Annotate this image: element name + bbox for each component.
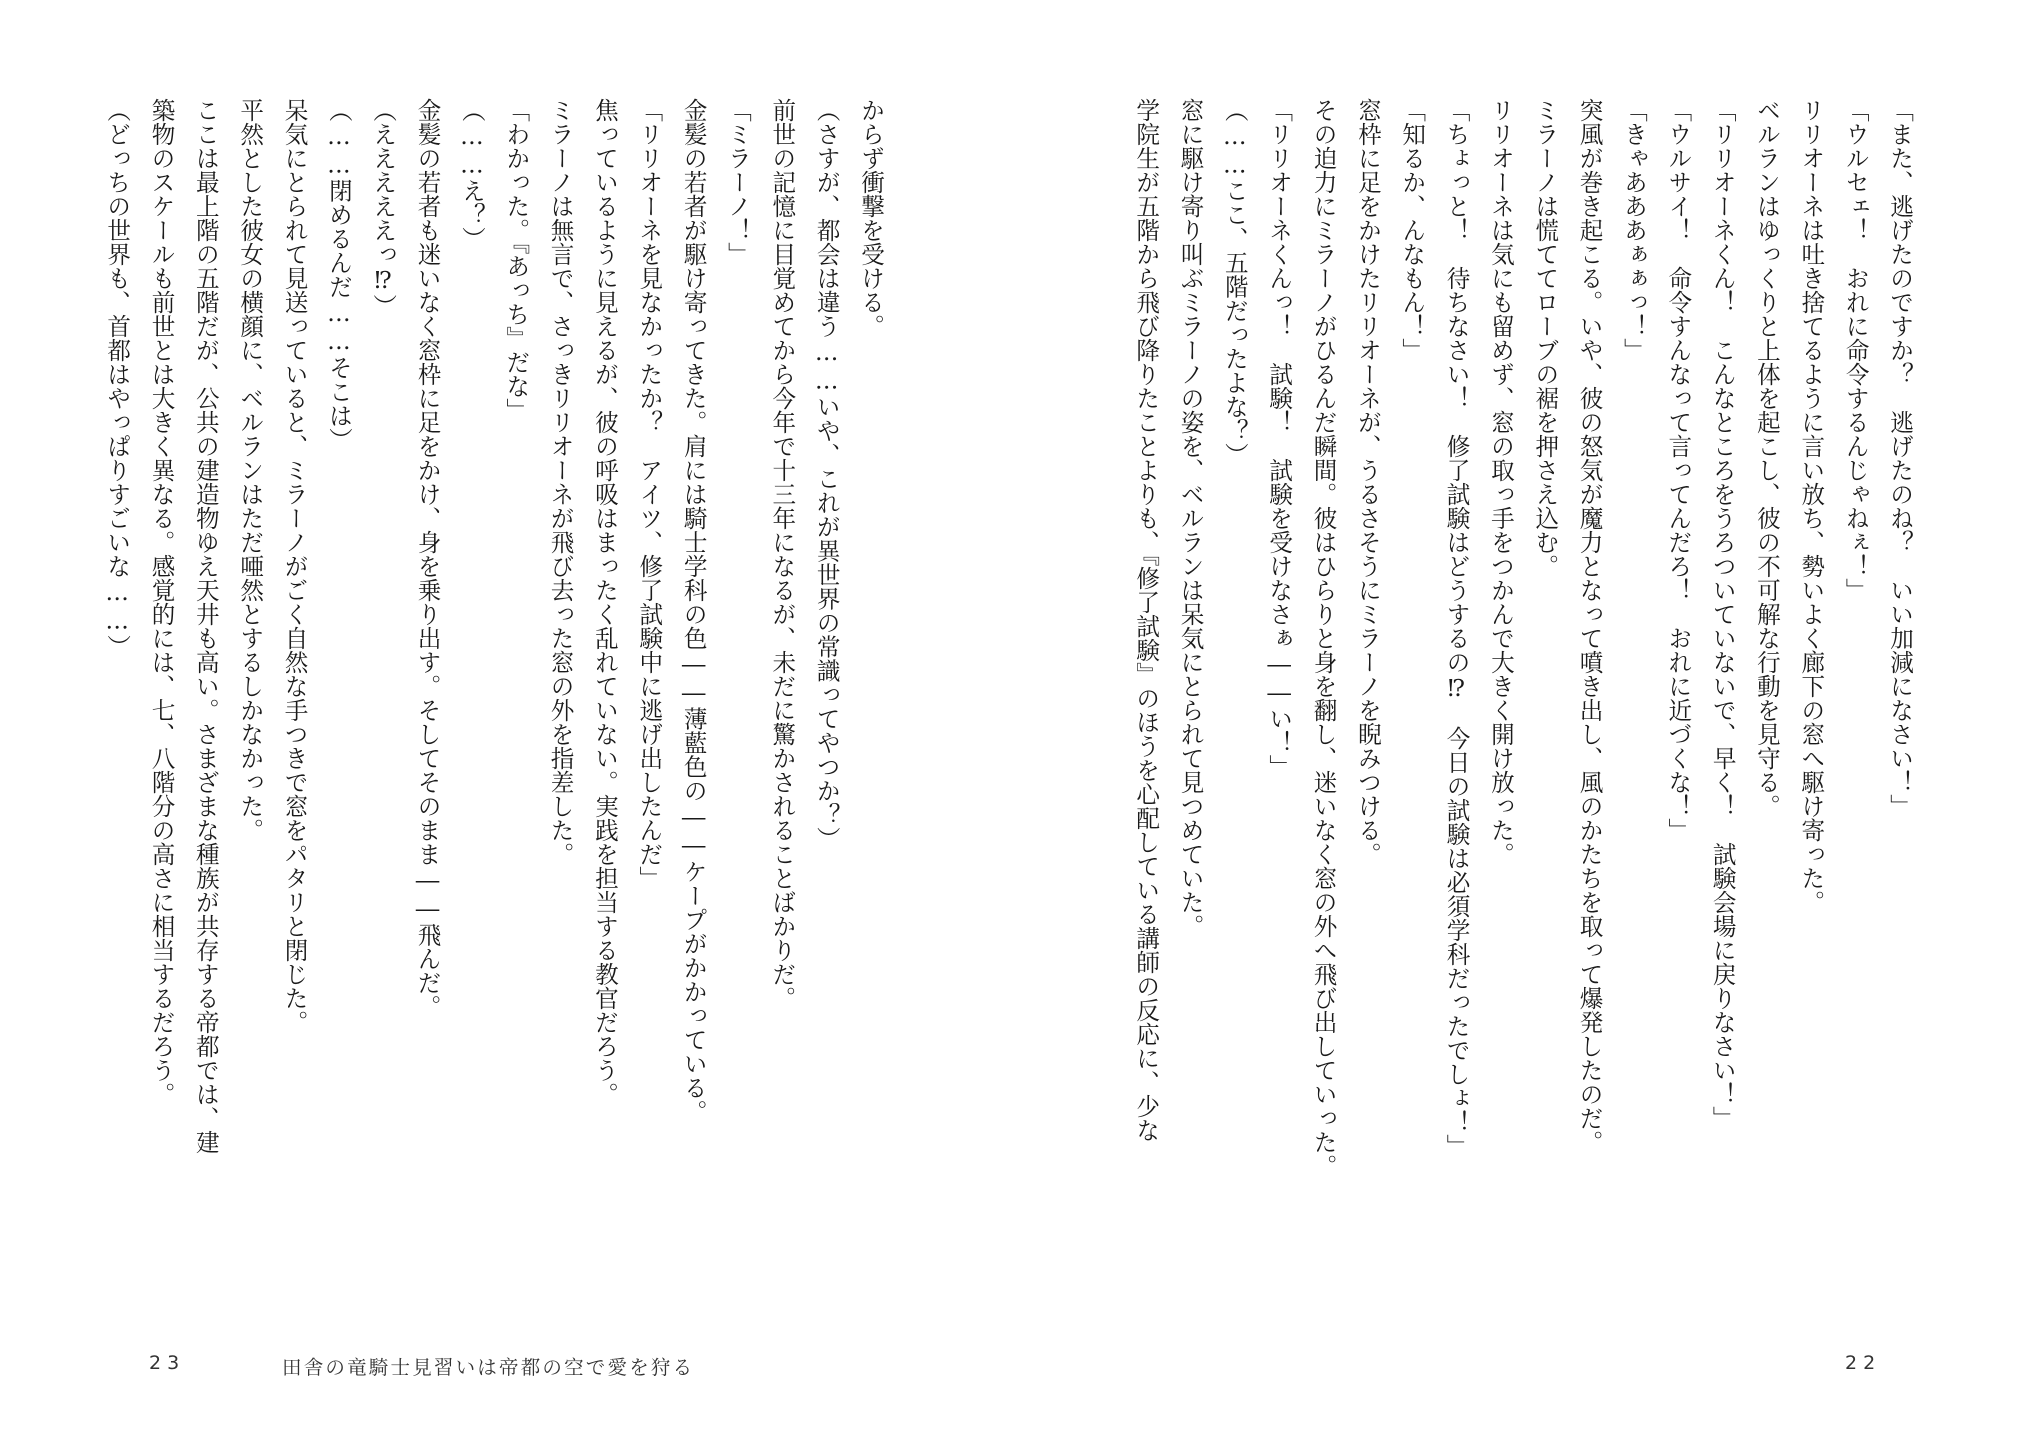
- text-line: からず衝撃を受ける。: [857, 98, 885, 338]
- text-line: 「わかった。『あっち』だな」: [502, 98, 531, 423]
- text-line: ミラーノは無言で、さっきリリオーネが飛び去った窓の外を指差した。: [546, 98, 575, 866]
- text-line: （……え？）: [457, 98, 486, 251]
- text-line: 前世の記憶に目覚めてから今年で十三年になるが、未だに驚かされることばかりだ。: [768, 98, 797, 1010]
- left-page: [0, 0, 1008, 1437]
- text-line: 「また、逃げたのですか？ 逃げたのね？ いい加減になさい！」: [1886, 98, 1914, 818]
- text-line: （……閉めるんだ……そこは）: [324, 98, 353, 452]
- text-line: リリオーネは気にも留めず、窓の取っ手をつかんで大きく開け放った。: [1486, 98, 1515, 866]
- text-line: 金髪の若者も迷いなく窓枠に足をかけ、身を乗り出す。そしてそのまま――飛んだ。: [413, 98, 442, 1019]
- page-number-left: 23: [149, 1352, 186, 1374]
- text-line: 「リリオーネを見なかったか？ アイツ、修了試験中に逃げ出したんだ」: [635, 98, 664, 890]
- text-line: 窓に駆け寄り叫ぶミラーノの姿を、ベルランは呆気にとられて見つめていた。: [1176, 98, 1205, 938]
- right-page: [1009, 0, 2017, 1437]
- text-line: （えええええっ⁉）: [369, 98, 398, 319]
- text-line: ミラーノは慌ててローブの裾を押さえ込む。: [1531, 98, 1560, 578]
- text-line: 「知るか、んなもん！」: [1398, 98, 1427, 362]
- text-line: 窓枠に足をかけたリリオーネが、うるさそうにミラーノを睨みつける。: [1353, 98, 1382, 866]
- text-line: 「きゃあああぁぁっ！」: [1619, 98, 1648, 362]
- page-number-right: 22: [1845, 1352, 1882, 1374]
- text-line: 「ちょっと！ 待ちなさい！ 修了試験はどうするの⁉ 今日の試験は必須学科だったでしょ！」: [1442, 98, 1471, 1159]
- running-head-book-title: 田舎の竜騎士見習いは帝都の空で愛を狩る: [282, 1356, 695, 1379]
- text-line: 呆気にとられて見送っていると、ミラーノがごく自然な手つきで窓をパタリと閉じた。: [280, 98, 309, 1034]
- text-line: 「リリオーネくん！ こんなところをうろついていないで、早く！ 試験会場に戻りなさい！」: [1708, 98, 1737, 1130]
- text-line: 「リリオーネくんっ！ 試験！ 試験を受けなさぁ――い！」: [1265, 98, 1294, 779]
- text-line: 築物のスケールも前世とは大きく異なる。感覚的には、七、八階分の高さに相当するだろう。: [147, 98, 176, 1106]
- text-line: ベルランはゆっくりと上体を起こし、彼の不可解な行動を見守る。: [1752, 98, 1781, 818]
- text-line: 焦っているように見えるが、彼の呼吸はまったく乱れていない。実践を担当する教官だろう。: [590, 98, 619, 1106]
- text-line: （さすが、都会は違う……いや、これが異世界の常識ってやつか？）: [812, 98, 841, 851]
- text-line: 平然とした彼女の横顔に、ベルランはただ唖然とするしかなかった。: [236, 98, 265, 842]
- text-line: （どっちの世界も、首都はやっぱりすごいな……）: [103, 98, 132, 659]
- text-line: 学院生が五階から飛び降りたことよりも、『修了試験』のほうを心配している講師の反応に、少な: [1132, 98, 1161, 1143]
- text-line: リリオーネは吐き捨てるように言い放ち、勢いよく廊下の窓へ駆け寄った。: [1797, 98, 1826, 914]
- text-line: 「ウルサイ！ 命令すんなって言ってんだろ！ おれに近づくな！」: [1664, 98, 1693, 842]
- left-page-text: [95, 98, 893, 1358]
- right-page-text: [1124, 98, 1922, 1358]
- text-line: （……ここ、五階だったよな？）: [1220, 98, 1249, 467]
- text-line: 金髪の若者が駆け寄ってきた。肩には騎士学科の色――薄藍色の――ケープがかかっている。: [679, 98, 708, 1124]
- text-line: 「ウルセェ！ おれに命令するんじゃねぇ！」: [1841, 98, 1870, 602]
- text-line: その迫力にミラーノがひるんだ瞬間。彼はひらりと身を翻し、迷いなく窓の外へ飛び出していった。: [1309, 98, 1338, 1178]
- text-line: ここは最上階の五階だが、公共の建造物ゆえ天井も高い。さまざまな種族が共存する帝都では、建: [191, 98, 220, 1154]
- text-line: 「ミラーノ！」: [723, 98, 752, 266]
- text-line: 突風が巻き起こる。いや、彼の怒気が魔力となって噴き出し、風のかたちを取って爆発したのだ。: [1575, 98, 1604, 1154]
